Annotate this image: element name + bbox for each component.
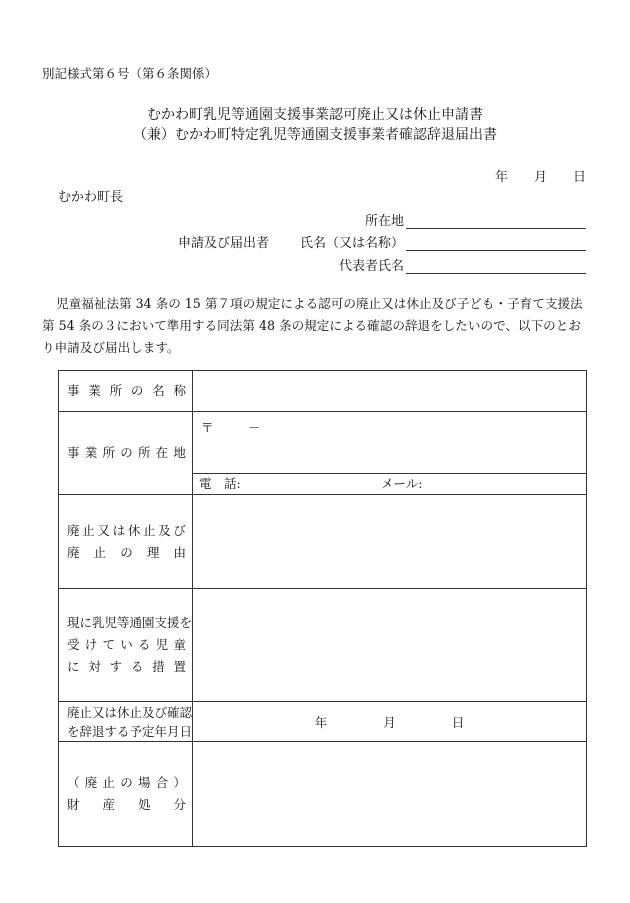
scheduled-year: 年 <box>314 714 328 730</box>
justified-label <box>67 656 186 678</box>
submission-date <box>469 166 586 185</box>
representative-label: 代表者氏名 <box>338 259 404 274</box>
label-char: 及 <box>158 522 171 538</box>
label-char: 対 <box>88 659 101 674</box>
postal-dash: － <box>248 420 261 435</box>
justified-label <box>67 380 186 402</box>
label-char: い <box>120 637 133 652</box>
date-year: 年 <box>494 170 508 185</box>
scheduled-date-field[interactable] <box>193 702 587 742</box>
office-name-field[interactable] <box>193 371 587 412</box>
address-line[interactable] <box>406 215 586 229</box>
scheduled-day: 日 <box>451 714 465 730</box>
contact-line <box>193 474 586 494</box>
justified-label <box>67 794 186 816</box>
label-char: 止 <box>82 522 95 538</box>
representative-line[interactable] <box>406 260 586 274</box>
label-char: 措 <box>152 659 165 674</box>
measures-line1: 現に乳児等通園支援を <box>67 615 193 630</box>
label-char: 事 <box>67 445 80 460</box>
scheduled-line2: を辞退する予定年月日 <box>67 723 193 739</box>
label-char: 又 <box>97 522 110 538</box>
office-address-label <box>59 412 193 495</box>
name-line[interactable] <box>406 237 586 251</box>
label-char: の <box>120 445 133 460</box>
applicant-group-label: 申請及び届出者 <box>178 236 270 251</box>
email-label: メール: <box>381 475 423 491</box>
label-char: び <box>173 522 186 538</box>
contact-field[interactable] <box>193 473 587 494</box>
representative-row <box>300 255 586 274</box>
label-char: 止 <box>143 522 156 538</box>
property-field[interactable] <box>193 742 587 847</box>
label-char: の <box>120 775 133 790</box>
form-subtitle: （兼）むかわ町特定乳児等通園支援事業者確認辞退届出書 <box>133 127 497 143</box>
justified-label <box>67 542 186 564</box>
label-char: は <box>112 522 126 538</box>
label-char: 産 <box>102 797 115 812</box>
address-row <box>300 210 586 229</box>
label-char: 在 <box>155 445 169 460</box>
scheduled-month: 月 <box>383 714 396 730</box>
label-char: 休 <box>127 522 141 538</box>
office-address-field[interactable] <box>193 412 587 474</box>
property-label <box>59 742 193 847</box>
justified-label <box>67 634 186 656</box>
label-char: 由 <box>173 544 186 560</box>
measures-label <box>59 589 193 702</box>
row-property <box>59 742 587 847</box>
scheduled-line1: 廃止又は休止及び確認 <box>67 704 193 720</box>
label-char: 名 <box>152 383 165 398</box>
label-char: 財 <box>67 797 80 812</box>
label-char: 廃 <box>67 544 80 560</box>
label-char: 場 <box>137 775 151 790</box>
label-char: 合 <box>155 775 169 790</box>
name-row <box>300 232 586 251</box>
justified-label <box>67 520 186 542</box>
justified-label <box>67 772 186 794</box>
body-text: 児童福祉法第 34 条の 15 第７項の規定による認可の廃止又は休止及び子ども・子育て支援法第 54 条の３において準用する同法第 48 条の規定による確認の辞退をしたいので、以下のとおり申請及び届出します。 <box>42 296 583 355</box>
label-char: 止 <box>93 544 107 560</box>
form-title: むかわ町乳児等通園支援事業認可廃止又は休止申請書 <box>147 107 483 123</box>
addressee: むかわ町長 <box>58 190 124 205</box>
label-char: 所 <box>109 383 123 398</box>
label-char: 分 <box>173 797 186 812</box>
measures-field[interactable] <box>193 589 587 702</box>
label-char: 廃 <box>67 522 80 538</box>
label-char: 置 <box>173 659 186 674</box>
label-char: の <box>120 544 133 560</box>
label-char: 受 <box>67 637 80 652</box>
label-char: 業 <box>88 383 101 398</box>
label-char: す <box>109 659 123 674</box>
label-char: 業 <box>84 445 98 460</box>
label-char: け <box>84 637 98 652</box>
label-char: て <box>102 637 115 652</box>
label-char: 事 <box>67 383 80 398</box>
label-char: （ <box>67 775 80 790</box>
row-scheduled-date <box>59 702 587 742</box>
row-measures <box>59 589 587 702</box>
row-office-name <box>59 371 587 412</box>
date-day: 日 <box>572 170 586 185</box>
row-office-address <box>59 412 587 474</box>
address-label: 所在地 <box>364 214 404 229</box>
label-char: 処 <box>137 797 151 812</box>
label-char: 児 <box>155 637 169 652</box>
office-name-label <box>59 371 193 412</box>
justified-label <box>67 442 186 464</box>
label-char: る <box>130 659 144 674</box>
phone-label: 電 話: <box>199 475 241 491</box>
postal-mark: 〒 <box>201 420 214 435</box>
label-char: 称 <box>173 383 186 398</box>
label-char: 理 <box>146 544 160 560</box>
label-char: 所 <box>102 445 115 460</box>
label-char: の <box>130 383 144 398</box>
row-reason <box>59 495 587 589</box>
reason-field[interactable] <box>193 495 587 589</box>
application-table <box>58 370 587 847</box>
reason-label <box>59 495 193 589</box>
date-month: 月 <box>533 170 547 185</box>
label-char: ） <box>173 775 186 790</box>
label-char: 廃 <box>84 775 98 790</box>
name-label: 氏名（又は名称） <box>300 236 405 251</box>
label-char: 止 <box>102 775 115 790</box>
label-char: 地 <box>173 445 186 460</box>
label-char: る <box>137 637 151 652</box>
form-number: 別記様式第６号（第６条関係） <box>42 66 218 81</box>
label-char: に <box>67 659 80 674</box>
label-char: 所 <box>137 445 151 460</box>
scheduled-date-label <box>59 702 193 742</box>
label-char: 童 <box>173 637 186 652</box>
